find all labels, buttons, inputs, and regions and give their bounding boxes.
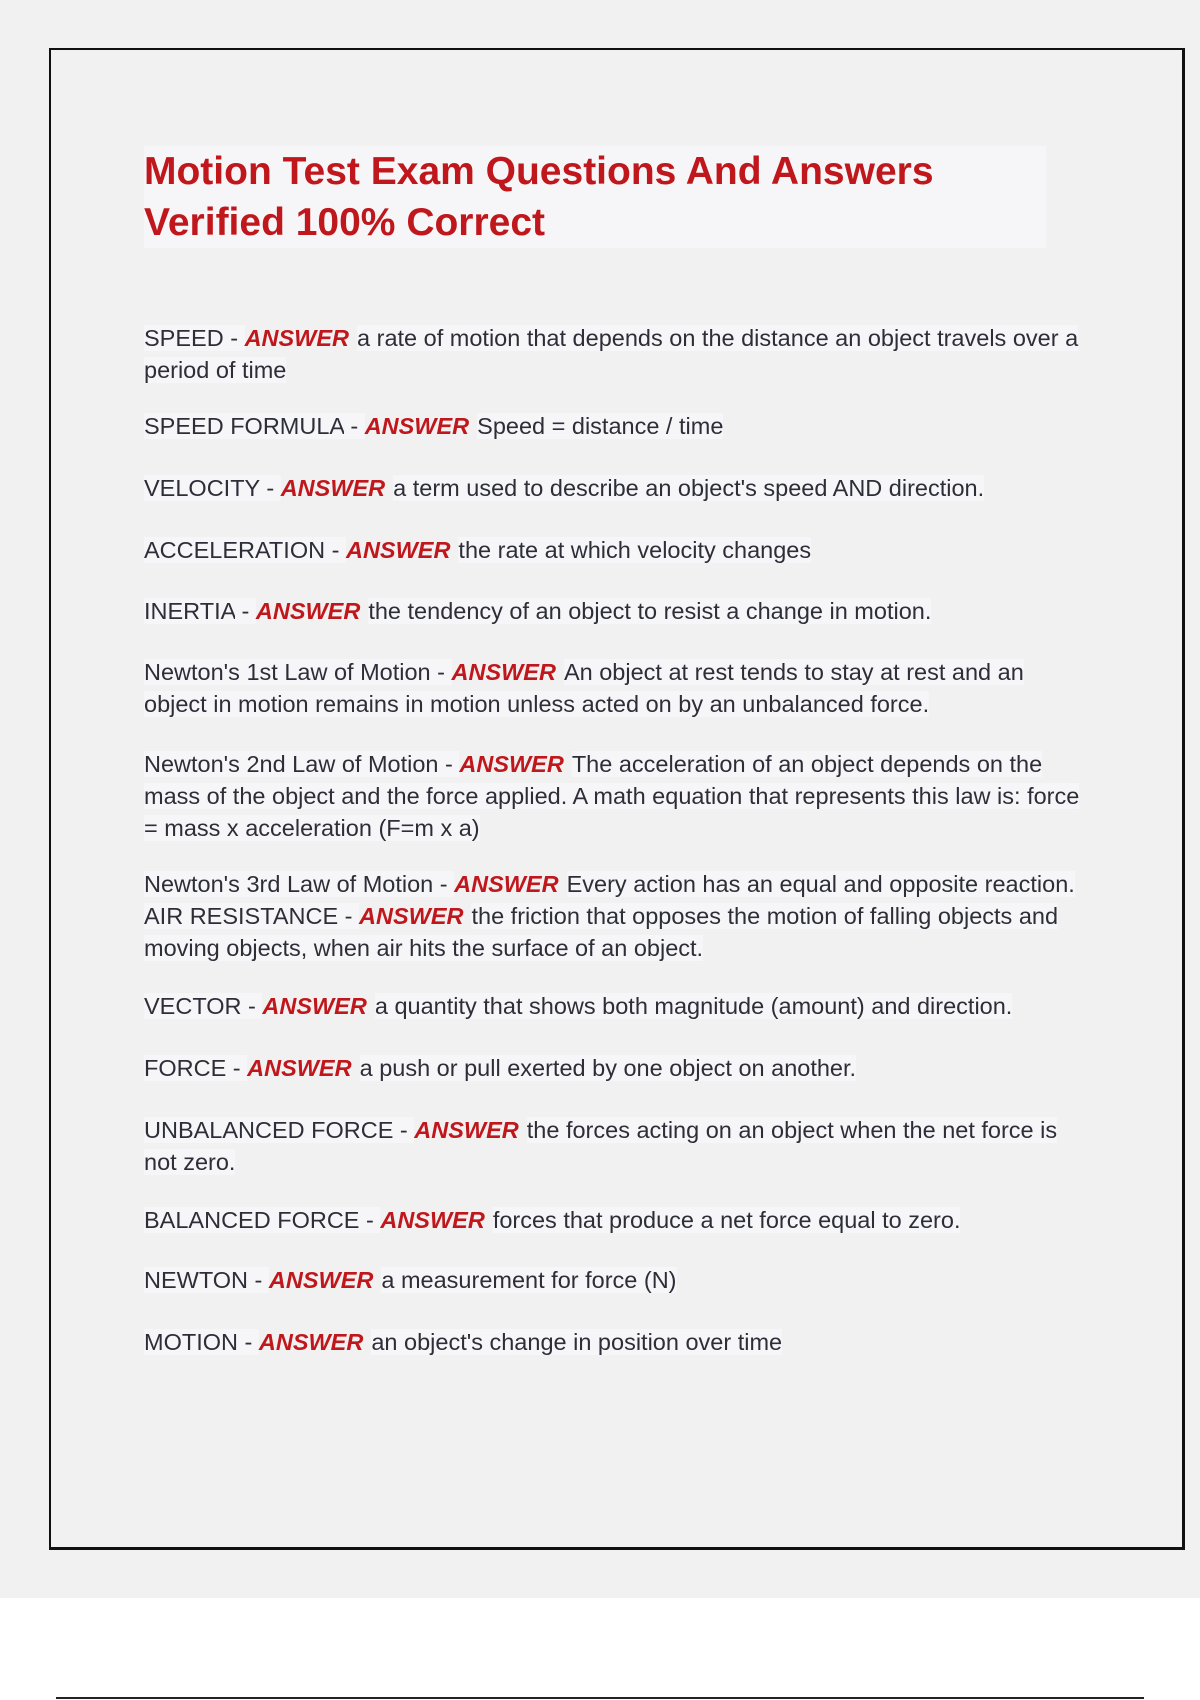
qa-definition: Speed = distance / time — [477, 413, 724, 439]
qa-separator: - — [234, 598, 256, 624]
answer-label: ANSWER — [244, 325, 350, 351]
qa-term: Newton's 1st Law of Motion — [144, 659, 431, 685]
qa-separator: - — [393, 1117, 415, 1143]
qa-separator: - — [325, 537, 346, 563]
qa-definition: a term used to describe an object's speed AND direction. — [393, 475, 985, 501]
qa-item — [144, 868, 1084, 900]
answer-label: ANSWER — [258, 1329, 364, 1355]
qa-item — [144, 1326, 1084, 1358]
qa-term: FORCE — [144, 1055, 227, 1081]
answer-label: ANSWER — [451, 659, 556, 685]
title-line-1: Motion Test Exam Questions And Answers — [144, 150, 934, 193]
qa-separator: - — [338, 903, 360, 929]
document-title — [144, 146, 1046, 248]
qa-separator: - — [343, 413, 365, 439]
answer-label: ANSWER — [380, 1207, 485, 1233]
qa-definition: the forces acting on an object when the net force is not zero. — [144, 1117, 1058, 1175]
qa-definition: an object's change in position over time — [371, 1329, 783, 1355]
qa-item — [144, 472, 1084, 504]
qa-term: NEWTON — [144, 1267, 249, 1293]
answer-label: ANSWER — [262, 993, 367, 1019]
qa-item — [144, 990, 1084, 1022]
answer-label: ANSWER — [345, 537, 451, 563]
answer-label: ANSWER — [454, 871, 559, 897]
qa-item — [144, 1264, 1084, 1296]
qa-item — [144, 1204, 1084, 1236]
qa-item — [144, 1114, 1084, 1178]
qa-term: VELOCITY — [144, 475, 260, 501]
answer-label: ANSWER — [414, 1117, 519, 1143]
qa-separator: - — [238, 1329, 259, 1355]
answer-label: ANSWER — [268, 1267, 374, 1293]
qa-term: BALANCED FORCE — [144, 1207, 360, 1233]
qa-definition: a rate of motion that depends on the distance an object travels over a period of time — [144, 325, 1079, 383]
qa-separator: - — [433, 871, 455, 897]
answer-label: ANSWER — [255, 598, 361, 624]
qa-item — [144, 656, 1084, 720]
answer-label: ANSWER — [280, 475, 386, 501]
qa-item — [144, 410, 1084, 442]
qa-separator: - — [430, 659, 452, 685]
qa-term: Newton's 2nd Law of Motion — [144, 751, 439, 777]
qa-term: VECTOR — [144, 993, 242, 1019]
qa-list — [144, 322, 1084, 1358]
qa-definition: a push or pull exerted by one object on another. — [359, 1055, 857, 1081]
answer-label: ANSWER — [364, 413, 470, 439]
qa-term: SPEED FORMULA — [144, 413, 344, 439]
qa-definition: the tendency of an object to resist a change in motion. — [368, 598, 932, 624]
qa-term: UNBALANCED FORCE — [144, 1117, 394, 1143]
qa-item — [144, 534, 1084, 566]
qa-term: Newton's 3rd Law of Motion — [144, 871, 434, 897]
qa-separator: - — [248, 1267, 269, 1293]
qa-term: SPEED — [144, 325, 224, 351]
qa-definition: the friction that opposes the motion of falling objects and moving objects, when air hits the surface of an object. — [144, 903, 1059, 961]
qa-separator: - — [259, 475, 281, 501]
qa-item — [144, 322, 1084, 386]
qa-separator: - — [438, 751, 460, 777]
qa-separator: - — [241, 993, 263, 1019]
qa-definition: a measurement for force (N) — [381, 1267, 677, 1293]
qa-item — [144, 900, 1084, 964]
qa-definition: Every action has an equal and opposite reaction. — [566, 871, 1075, 897]
qa-item — [144, 748, 1084, 844]
qa-term: AIR RESISTANCE — [144, 903, 339, 929]
qa-definition: The acceleration of an object depends on the mass of the object and the force applied. A math equation that represents this law is: force = mass x acceleration (F=m x a) — [144, 751, 1080, 841]
answer-label: ANSWER — [459, 751, 564, 777]
answer-label: ANSWER — [359, 903, 464, 929]
qa-separator: - — [359, 1207, 381, 1233]
qa-definition: a quantity that shows both magnitude (amount) and direction. — [374, 993, 1013, 1019]
qa-separator: - — [223, 325, 245, 351]
qa-separator: - — [226, 1055, 248, 1081]
qa-term: ACCELERATION — [144, 537, 326, 563]
footer-divider — [56, 1697, 1144, 1699]
answer-label: ANSWER — [247, 1055, 352, 1081]
qa-term: MOTION — [144, 1329, 238, 1355]
qa-item — [144, 1052, 1084, 1084]
qa-term: INERTIA — [144, 598, 235, 624]
qa-definition: forces that produce a net force equal to zero. — [492, 1207, 961, 1233]
qa-definition: An object at rest tends to stay at rest and an object in motion remains in motion unless acted on by an unbalanced force. — [144, 659, 1024, 717]
title-line-2: Verified 100% Correct — [144, 201, 546, 244]
qa-definition: the rate at which velocity changes — [458, 537, 812, 563]
qa-item — [144, 595, 1084, 627]
